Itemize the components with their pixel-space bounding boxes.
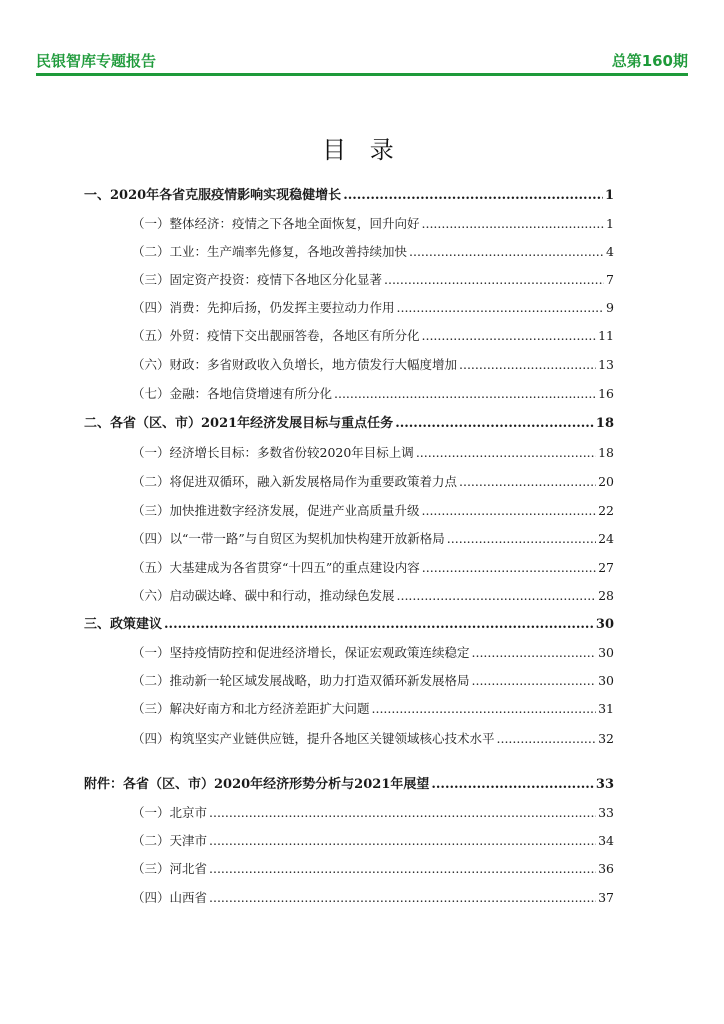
toc-entry-text: （二）天津市 <box>132 833 208 848</box>
toc-entry-text: （二）推动新一轮区域发展战略，助力打造双循环新发展格局 <box>132 673 470 688</box>
toc-page-number: 4 <box>606 244 614 259</box>
toc-entry-text: （三）河北省 <box>132 861 208 876</box>
toc-page-number: 33 <box>598 805 614 820</box>
dot-leader <box>395 416 594 432</box>
toc-page-number: 28 <box>598 588 614 603</box>
toc-entry-text: 一、2020年各省克服疫情影响实现稳健增长 <box>84 188 342 203</box>
toc-subsection-entry[interactable] <box>84 503 614 519</box>
toc-subsection-entry[interactable] <box>84 445 614 461</box>
toc-page-number: 1 <box>606 216 614 231</box>
dot-leader <box>397 300 605 316</box>
toc-entry-text: （三）加快推进数字经济发展，促进产业高质量升级 <box>132 503 420 518</box>
toc-entry-text: （六）启动碳达峰、碳中和行动，推动绿色发展 <box>132 588 395 603</box>
toc-subsection-entry[interactable] <box>84 673 614 689</box>
dot-leader <box>422 216 605 232</box>
toc-page-number: 11 <box>598 328 614 343</box>
toc-page-number: 30 <box>598 673 614 688</box>
toc-page-number: 24 <box>598 531 614 546</box>
toc-page-number: 30 <box>598 645 614 660</box>
toc-section-entry[interactable] <box>84 777 614 793</box>
toc-subsection-entry[interactable] <box>84 531 614 547</box>
dot-leader <box>472 645 597 661</box>
dot-leader <box>384 272 604 288</box>
toc-subsection-entry[interactable] <box>84 386 614 402</box>
toc-section-entry[interactable] <box>84 188 614 204</box>
toc-page-number: 32 <box>598 731 614 746</box>
toc-subsection-entry[interactable] <box>84 216 614 232</box>
toc-page-number: 9 <box>606 300 614 315</box>
toc-subsection-entry[interactable] <box>84 474 614 490</box>
dot-leader <box>416 445 596 461</box>
toc-page-number: 34 <box>598 833 614 848</box>
toc-entry-text: （三）固定资产投资：疫情下各地区分化显著 <box>132 272 383 287</box>
dot-leader <box>459 357 596 373</box>
dot-leader <box>459 474 596 490</box>
toc-subsection-entry[interactable] <box>84 588 614 604</box>
toc-page-number: 33 <box>595 777 614 792</box>
toc-subsection-entry[interactable] <box>84 244 614 260</box>
toc-entry-text: （一）坚持疫情防控和促进经济增长，保证宏观政策连续稳定 <box>132 645 470 660</box>
dot-leader <box>209 805 596 821</box>
toc-entry-text: （六）财政：多省财政收入负增长，地方债发行大幅度增加 <box>132 357 458 372</box>
dot-leader <box>422 560 596 576</box>
report-series-name: 民银智库专题报告 <box>36 52 157 70</box>
toc-page-number: 16 <box>598 386 614 401</box>
report-header <box>36 50 688 71</box>
toc-section-entry[interactable] <box>84 416 614 432</box>
toc-entry-text: （五）大基建成为各省贯穿“十四五”的重点建设内容 <box>132 560 420 575</box>
toc-entry-text: （三）解决好南方和北方经济差距扩大问题 <box>132 701 370 716</box>
toc-entry-text: （四）山西省 <box>132 890 208 905</box>
toc-entry-text: 三、政策建议 <box>84 617 163 632</box>
toc-page-number: 30 <box>595 617 614 632</box>
dot-leader <box>334 386 596 402</box>
toc-page-number: 31 <box>598 701 614 716</box>
toc-entry-text: （一）经济增长目标：多数省份较2020年目标上调 <box>132 445 414 460</box>
toc-entry-text: （四）以“一带一路”与自贸区为契机加快构建开放新格局 <box>132 531 445 546</box>
dot-leader <box>209 890 596 906</box>
dot-leader <box>422 503 597 519</box>
toc-entry-text: （四）构筑坚实产业链供应链，提升各地区关键领域核心技术水平 <box>132 731 495 746</box>
toc-page-number: 18 <box>598 445 614 460</box>
toc-entry-text: （七）金融：各地信贷增速有所分化 <box>132 386 333 401</box>
toc-subsection-entry[interactable] <box>84 272 614 288</box>
toc-subsection-entry[interactable] <box>84 300 614 316</box>
toc-section-entry[interactable] <box>84 617 614 633</box>
dot-leader <box>164 617 594 633</box>
dot-leader <box>209 833 596 849</box>
toc-subsection-entry[interactable] <box>84 701 614 717</box>
dot-leader <box>447 531 596 547</box>
toc-entry-text: （四）消费：先抑后扬，仍发挥主要拉动力作用 <box>132 300 395 315</box>
dot-leader <box>343 188 603 204</box>
toc-page-number: 36 <box>598 861 614 876</box>
toc-subsection-entry[interactable] <box>84 731 614 747</box>
dot-leader <box>409 244 604 260</box>
dot-leader <box>422 328 597 344</box>
toc-page-number: 37 <box>598 890 614 905</box>
dot-leader <box>497 731 597 747</box>
dot-leader <box>397 588 597 604</box>
dot-leader <box>431 777 594 793</box>
issue-number: 总第160期 <box>611 52 688 70</box>
toc-page-number: 20 <box>598 474 614 489</box>
dot-leader <box>372 701 597 717</box>
toc-entry-text: （五）外贸：疫情下交出靓丽答卷，各地区有所分化 <box>132 328 420 343</box>
toc-page-number: 7 <box>606 272 614 287</box>
toc-entry-text: （一）整体经济：疫情之下各地全面恢复，回升向好 <box>132 216 420 231</box>
toc-subsection-entry[interactable] <box>84 328 614 344</box>
toc-entry-text: （一）北京市 <box>132 805 208 820</box>
toc-entry-text: （二）将促进双循环，融入新发展格局作为重要政策着力点 <box>132 474 458 489</box>
toc-entry-text: （二）工业：生产端率先修复，各地改善持续加快 <box>132 244 408 259</box>
toc-page-number: 13 <box>598 357 614 372</box>
toc-title: 目 录 <box>322 136 402 164</box>
toc-page-number: 27 <box>598 560 614 575</box>
toc-page-number: 22 <box>598 503 614 518</box>
toc-page-number: 18 <box>595 416 614 431</box>
dot-leader <box>209 861 596 877</box>
toc-entry-text: 二、各省（区、市）2021年经济发展目标与重点任务 <box>84 416 394 431</box>
dot-leader <box>472 673 597 689</box>
toc-subsection-entry[interactable] <box>84 560 614 576</box>
toc-subsection-entry[interactable] <box>84 833 614 849</box>
header-rule <box>36 73 688 76</box>
toc-subsection-entry[interactable] <box>84 357 614 373</box>
toc-subsection-entry[interactable] <box>84 645 614 661</box>
toc-subsection-entry[interactable] <box>84 861 614 877</box>
toc-page-number: 1 <box>604 188 614 203</box>
toc-entry-text: 附件：各省（区、市）2020年经济形势分析与2021年展望 <box>84 777 430 792</box>
toc-subsection-entry[interactable] <box>84 805 614 821</box>
toc-subsection-entry[interactable] <box>84 890 614 906</box>
